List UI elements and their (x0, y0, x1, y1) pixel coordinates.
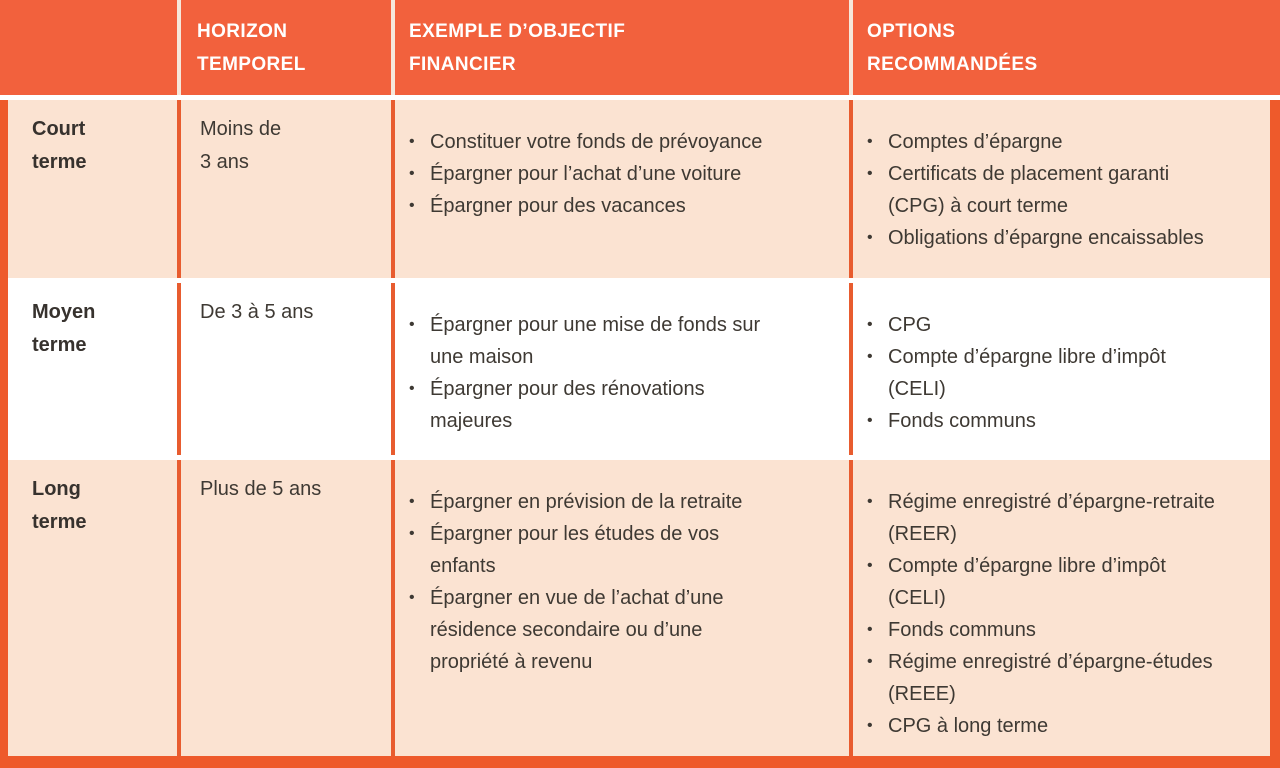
list-item (853, 126, 1270, 158)
list-item (853, 222, 1270, 254)
objectifs-cell (391, 460, 849, 756)
list-item-text: Épargner en prévision de la retraite (430, 491, 743, 513)
list-item (395, 373, 849, 437)
list-item (853, 341, 1270, 405)
horizon-cell (177, 283, 391, 455)
list-item (395, 518, 849, 582)
horizon-cell (177, 100, 391, 278)
bullet-icon: • (409, 525, 415, 542)
options-cell (849, 460, 1270, 756)
list-item-text: Certificats de placement garanti (CPG) à court terme (888, 163, 1170, 217)
bullet-icon: • (867, 653, 873, 670)
list-item-text: Obligations d’épargne encaissables (888, 227, 1204, 249)
list-item-text: Constituer votre fonds de prévoyance (430, 131, 763, 153)
list-item-text: Épargner pour des vacances (430, 195, 686, 217)
list-item (853, 646, 1270, 710)
bullet-icon: • (867, 133, 873, 150)
bullet-icon: • (409, 197, 415, 214)
header-cell-empty (0, 0, 177, 95)
horizon-cell (177, 460, 391, 756)
bullet-icon: • (867, 229, 873, 246)
header-label-line: FINANCIER (409, 54, 517, 75)
row-label-line: Court (32, 118, 86, 140)
list-item-text: Comptes d’épargne (888, 131, 1063, 153)
list-item (853, 550, 1270, 614)
horizon-line: De 3 à 5 ans (200, 301, 314, 323)
bullet-icon: • (409, 133, 415, 150)
row-label-line: Moyen (32, 301, 96, 323)
list-item (853, 614, 1270, 646)
list-item (853, 158, 1270, 222)
list-item-text: Épargner pour une mise de fonds sur une maison (430, 314, 761, 368)
list-item-text: Épargner pour des rénovations majeures (430, 378, 705, 432)
bullet-icon: • (867, 412, 873, 429)
list-item (395, 126, 849, 158)
header-cell-options-recommandees (849, 0, 1280, 95)
header-label-line: TEMPOREL (197, 54, 306, 75)
list-item-text: Compte d’épargne libre d’impôt (CELI) (888, 346, 1166, 400)
bullet-icon: • (867, 316, 873, 333)
list-item-text: CPG (888, 314, 932, 336)
bullet-icon: • (409, 380, 415, 397)
row-label-cell (8, 460, 177, 756)
row-label-line: terme (32, 334, 87, 356)
bullet-icon: • (867, 348, 873, 365)
bullet-icon: • (867, 717, 873, 734)
list-item (853, 710, 1270, 742)
header-label-line: EXEMPLE D’OBJECTIF (409, 21, 626, 42)
bullet-icon: • (867, 165, 873, 182)
horizon-line: 3 ans (200, 151, 249, 173)
table-row-moyen-terme (8, 283, 1270, 455)
list-item-text: Épargner en vue de l’achat d’une résidence secondaire ou d’une propriété à revenu (430, 587, 724, 673)
header-label-line: RECOMMANDÉES (867, 54, 1038, 75)
header-cell-exemple-objectif (391, 0, 849, 95)
bullet-icon: • (867, 557, 873, 574)
list-item (395, 158, 849, 190)
list-item (395, 309, 849, 373)
row-label-cell (8, 100, 177, 278)
table-bottom-border (0, 756, 1280, 768)
list-item (853, 309, 1270, 341)
list-item-text: Épargner pour les études de vos enfants (430, 523, 720, 577)
objectifs-cell (391, 283, 849, 455)
bullet-icon: • (867, 493, 873, 510)
bullet-icon: • (867, 621, 873, 638)
list-item-text: Régime enregistré d’épargne-retraite (REER) (888, 491, 1215, 545)
list-item (395, 486, 849, 518)
list-item-text: Épargner pour l’achat d’une voiture (430, 163, 742, 185)
list-item-text: Compte d’épargne libre d’impôt (CELI) (888, 555, 1166, 609)
list-item-text: Régime enregistré d’épargne-études (REEE) (888, 651, 1213, 705)
horizon-line: Moins de (200, 118, 282, 140)
list-item (395, 582, 849, 678)
header-label-line: HORIZON (197, 21, 288, 42)
row-label-cell (8, 283, 177, 455)
list-item-text: CPG à long terme (888, 715, 1049, 737)
row-label-line: Long (32, 478, 81, 500)
table-header-row (0, 0, 1280, 95)
row-label-line: terme (32, 151, 87, 173)
options-cell (849, 283, 1270, 455)
table-body (0, 100, 1280, 756)
bullet-icon: • (409, 316, 415, 333)
objectifs-cell (391, 100, 849, 278)
list-item (853, 405, 1270, 437)
list-item-text: Fonds communs (888, 410, 1036, 432)
horizon-line: Plus de 5 ans (200, 478, 322, 500)
header-cell-horizon-temporel (177, 0, 391, 95)
bullet-icon: • (409, 493, 415, 510)
table-row-long-terme (8, 460, 1270, 756)
list-item-text: Fonds communs (888, 619, 1036, 641)
table-row-court-terme (8, 100, 1270, 278)
header-label-line: OPTIONS (867, 21, 956, 42)
list-item (853, 486, 1270, 550)
list-item (395, 190, 849, 222)
bullet-icon: • (409, 165, 415, 182)
bullet-icon: • (409, 589, 415, 606)
row-label-line: terme (32, 511, 87, 533)
options-cell (849, 100, 1270, 278)
